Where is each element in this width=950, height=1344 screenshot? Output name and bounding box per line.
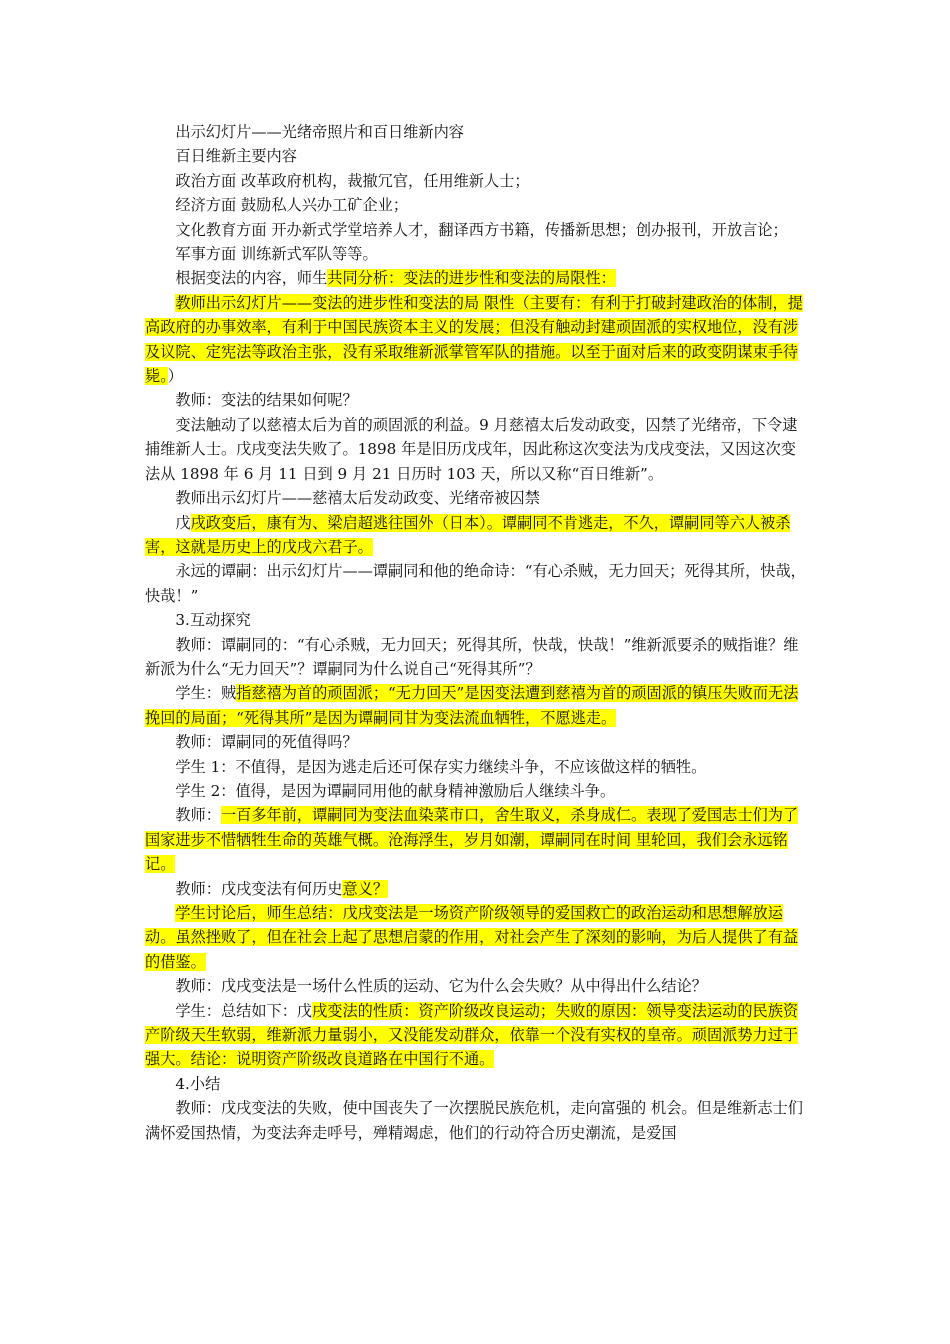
paragraph xyxy=(145,877,807,901)
paragraph xyxy=(145,803,807,876)
paragraph-text: 戊 xyxy=(175,513,191,532)
paragraph xyxy=(145,974,807,998)
paragraph-text: 教师：戊戌变法有何历史 xyxy=(175,879,343,898)
highlighted-text: 指慈禧为首的顽固派；“无力回天”是因变法遭到慈禧为首的顽固派的镇压失败而无法挽回的局面；“死得其所”是因为谭嗣同甘为变法流血牺牲，不愿逃走。 xyxy=(145,684,799,727)
highlighted-text: 意义？ xyxy=(342,879,389,898)
paragraph xyxy=(145,388,807,412)
paragraph xyxy=(145,559,807,608)
paragraph-text: 政治方面 改革政府机构，裁撤冗官，任用维新人士； xyxy=(175,171,530,190)
paragraph-text: 教师：戊戌变法的失败，使中国丧失了一次摆脱民族危机，走向富强的 机会。但是维新志士们满怀爱国热情，为变法奔走呼号，殚精竭虑，他们的行动符合历史潮流，是爱国 xyxy=(145,1099,803,1142)
paragraph xyxy=(145,999,807,1072)
paragraph xyxy=(145,120,807,144)
highlighted-text: 共同分析：变法的进步性和变法的局限性： xyxy=(327,269,616,288)
paragraph-text: 出示幻灯片——光绪帝照片和百日维新内容 xyxy=(175,123,464,141)
paragraph xyxy=(145,413,807,486)
paragraph-text: 百日维新主要内容 xyxy=(175,147,297,166)
paragraph xyxy=(145,901,807,974)
document-page xyxy=(145,120,807,1145)
paragraph-text: 4.小结 xyxy=(175,1074,221,1093)
paragraph-text: 教师：变法的结果如何呢？ xyxy=(175,391,358,410)
paragraph xyxy=(145,633,807,682)
paragraph xyxy=(145,486,807,510)
paragraph xyxy=(145,291,807,389)
paragraph-text: 教师：戊戌变法是一场什么性质的运动、它为什么会失败？从中得出什么结论？ xyxy=(175,977,707,996)
section-heading xyxy=(145,1072,807,1096)
paragraph-text: 学生 2：值得，是因为谭嗣同用他的献身精神激励后人继续斗争。 xyxy=(175,781,616,800)
paragraph xyxy=(145,681,807,730)
highlighted-text: 戌变法的性质：资产阶级改良运动；失败的原因：领导变法运动的民族资产阶级天生软弱，维新派力量弱小，又没能发动群众，依靠一个没有实权的皇帝。顽固派势力过于强大。结论：说明资产阶级改良道路在中国行不通。 xyxy=(145,1001,799,1069)
paragraph-text: 教师：谭嗣同的死值得吗？ xyxy=(175,733,358,752)
paragraph xyxy=(145,730,807,754)
paragraph-text: 文化教育方面 开办新式学堂培养人才，翻译西方书籍，传播新思想；创办报刊，开放言论； xyxy=(175,220,788,239)
paragraph xyxy=(145,755,807,779)
paragraph-text: 变法触动了以慈禧太后为首的顽固派的利益。9 月慈禧太后发动政变，囚禁了光绪帝，下令逮捕维新人士。戊戌变法失败了。1898 年是旧历戊戌年，因此称这次变法为戊戌变法，又因这次变法从 1898 年 6 月 11 日到 9 月 21 日历时 103 天，所以又称“百日维新”。 xyxy=(145,415,798,483)
highlighted-text: 学生讨论后，师生总结：戊戌变法是一场资产阶级领导的爱国救亡的政治运动和思想解放运动。虽然挫败了，但在社会上起了思想启蒙的作用，对社会产生了深刻的影响，为后人提供了有益的借鉴。 xyxy=(145,904,799,971)
paragraph xyxy=(145,266,807,290)
paragraph-text: 学生：贼 xyxy=(175,684,237,703)
highlighted-text: 教师出示幻灯片——变法的进步性和变法的局 限性（主要有：有利于打破封建政治的体制，提高政府的办事效率，有利于中国民族资本主义的发展；但没有触动封建顽固派的实权地位，没有涉及议院、定宪法等政治主张，没有采取维新派掌管军队的措施。以至于面对后来的政变阴谋束手待毙。 xyxy=(145,293,803,386)
paragraph-text: 教师： xyxy=(175,806,221,825)
highlighted-text: 一百多年前，谭嗣同为变法血染菜市口，舍生取义，杀身成仁。表现了爱国志士们为了国家进步不惜牺牲生命的英雄气概。沧海浮生，岁月如潮，谭嗣同在时间 里轮回，我们会永远铭记。 xyxy=(145,806,799,874)
paragraph-text: 教师：谭嗣同的：“有心杀贼，无力回天；死得其所，快哉，快哉！”维新派要杀的贼指谁？维新派为什么“无力回天”？谭嗣同为什么说自己“死得其所”？ xyxy=(145,635,799,678)
paragraph-text: ） xyxy=(167,367,183,386)
paragraph-text: 军事方面 训练新式军队等等。 xyxy=(175,245,378,264)
paragraph-text: 永远的谭嗣：出示幻灯片——谭嗣同和他的绝命诗：“有心杀贼，无力回天；死得其所，快哉，快哉！” xyxy=(145,562,806,605)
highlighted-text: 戌政变后，康有为、梁启超逃往国外（日本）。谭嗣同不肯逃走，不久，谭嗣同等六人被杀害，这就是历史上的戊戌六君子。 xyxy=(145,513,791,556)
paragraph xyxy=(145,218,807,242)
paragraph xyxy=(145,193,807,217)
paragraph xyxy=(145,144,807,168)
paragraph xyxy=(145,242,807,266)
paragraph-text: 学生：总结如下：戊 xyxy=(175,1001,313,1020)
paragraph-text: 根据变法的内容，师生 xyxy=(175,269,328,288)
paragraph xyxy=(145,169,807,193)
paragraph-text: 3.互动探究 xyxy=(175,611,251,630)
paragraph-text: 经济方面 鼓励私人兴办工矿企业； xyxy=(175,196,409,215)
section-heading xyxy=(145,608,807,632)
paragraph-text: 教师出示幻灯片——慈禧太后发动政变、光绪帝被囚禁 xyxy=(175,489,540,508)
paragraph xyxy=(145,511,807,560)
paragraph xyxy=(145,1096,807,1145)
paragraph xyxy=(145,779,807,803)
paragraph-text: 学生 1：不值得，是因为逃走后还可保存实力继续斗争，不应该做这样的牺牲。 xyxy=(175,757,707,776)
